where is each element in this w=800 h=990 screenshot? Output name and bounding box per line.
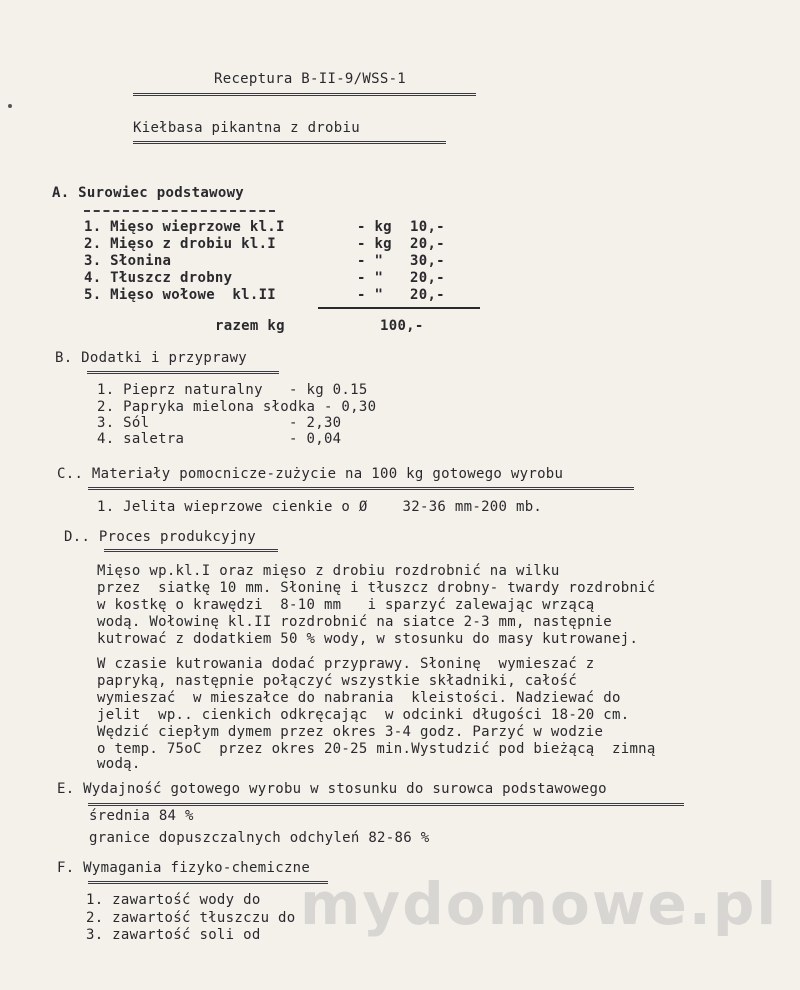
process-line: przez siatkę 10 mm. Słoninę i tłuszcz drobny- twardy rozdrobnić: [97, 580, 656, 596]
process-line: wymieszać w mieszałce do nabrania kleistości. Nadziewać do: [97, 690, 621, 706]
site-watermark: mydomowe.pl: [300, 870, 779, 938]
total-value: 100,-: [380, 318, 424, 334]
ingredient-label: 2. Mięso z drobiu kl.I: [84, 236, 277, 252]
additive-item: 1. Pieprz naturalny - kg 0.15: [97, 382, 368, 398]
section-a-underline: [84, 210, 275, 212]
ingredient-amount: 20,-: [410, 270, 445, 286]
product-name: Kiełbasa pikantna z drobiu: [133, 120, 360, 136]
process-line: Mięso wp.kl.I oraz mięso z drobiu rozdrobnić na wilku: [97, 563, 560, 579]
section-f-underline: [88, 881, 328, 884]
process-line: kutrować z dodatkiem 50 % wody, w stosunku do masy kutrowanej.: [97, 631, 639, 647]
process-line: jelit wp.. cienkich odkręcając w odcinki długości 18-20 cm.: [97, 707, 630, 723]
section-a-heading: A. Surowiec podstawowy: [52, 185, 245, 201]
ingredient-unit: - ": [357, 270, 384, 286]
requirement-item: 3. zawartość soli od: [86, 927, 261, 943]
material-item: 1. Jelita wieprzowe cienkie o Ø 32-36 mm-200 mb.: [97, 499, 543, 515]
process-line: Wędzić ciepłym dymem przez okres 3-4 godz. Parzyć w wodzie: [97, 724, 604, 740]
ingredient-amount: 20,-: [410, 287, 445, 303]
process-line: w kostkę o krawędzi 8-10 mm i sparzyć zalewając wrzącą: [97, 597, 595, 613]
ingredient-label: 5. Mięso wołowe kl.II: [84, 287, 277, 303]
requirement-item: 2. zawartość tłuszczu do: [86, 910, 296, 926]
total-label: razem kg: [215, 318, 285, 334]
section-b-heading: B. Dodatki i przyprawy: [55, 350, 248, 366]
section-d-underline: [104, 549, 278, 552]
ingredient-amount: 30,-: [410, 253, 445, 269]
ingredient-label: 4. Tłuszcz drobny: [84, 270, 233, 286]
process-line: o temp. 75oC przez okres 20-25 min.Wystudzić pod bieżącą zimną: [97, 741, 656, 757]
requirement-item: 1. zawartość wody do: [86, 892, 261, 908]
product-underline: [133, 141, 446, 144]
ingredient-label: 1. Mięso wieprzowe kl.I: [84, 219, 285, 235]
additive-item: 3. Sól - 2,30: [97, 415, 342, 431]
yield-tolerance: granice dopuszczalnych odchyleń 82-86 %: [89, 830, 430, 846]
ingredient-amount: 20,-: [410, 236, 445, 252]
ingredient-unit: - ": [357, 253, 384, 269]
ingredient-label: 3. Słonina: [84, 253, 172, 269]
section-e-heading: E. Wydajność gotowego wyrobu w stosunku do surowca podstawowego: [57, 781, 607, 797]
process-line: wodą. Wołowinę kl.II rozdrobnić na siatce 2-3 mm, następnie: [97, 614, 612, 630]
section-e-underline: [88, 803, 684, 806]
margin-speck: [8, 104, 12, 108]
section-f-heading: F. Wymagania fizyko-chemiczne: [57, 860, 311, 876]
process-line: wodą.: [97, 756, 141, 772]
ingredient-unit: - ": [357, 287, 384, 303]
ingredient-unit: - kg: [357, 219, 392, 235]
sum-line: [318, 307, 480, 309]
ingredient-unit: - kg: [357, 236, 392, 252]
title-underline: [133, 93, 476, 96]
additive-item: 4. saletra - 0,04: [97, 431, 342, 447]
section-b-underline: [87, 371, 279, 374]
recipe-code-title: Receptura B-II-9/WSS-1: [214, 71, 407, 87]
additive-item: 2. Papryka mielona słodka - 0,30: [97, 399, 377, 415]
section-d-heading: D.. Proces produkcyjny: [64, 529, 257, 545]
process-line: W czasie kutrowania dodać przyprawy. Słoninę wymieszać z: [97, 656, 595, 672]
process-line: papryką, następnie połączyć wszystkie składniki, całość: [97, 673, 578, 689]
section-c-underline: [88, 487, 634, 490]
section-c-heading: C.. Materiały pomocnicze-zużycie na 100 kg gotowego wyrobu: [57, 466, 564, 482]
yield-average: średnia 84 %: [89, 808, 194, 824]
ingredient-amount: 10,-: [410, 219, 445, 235]
